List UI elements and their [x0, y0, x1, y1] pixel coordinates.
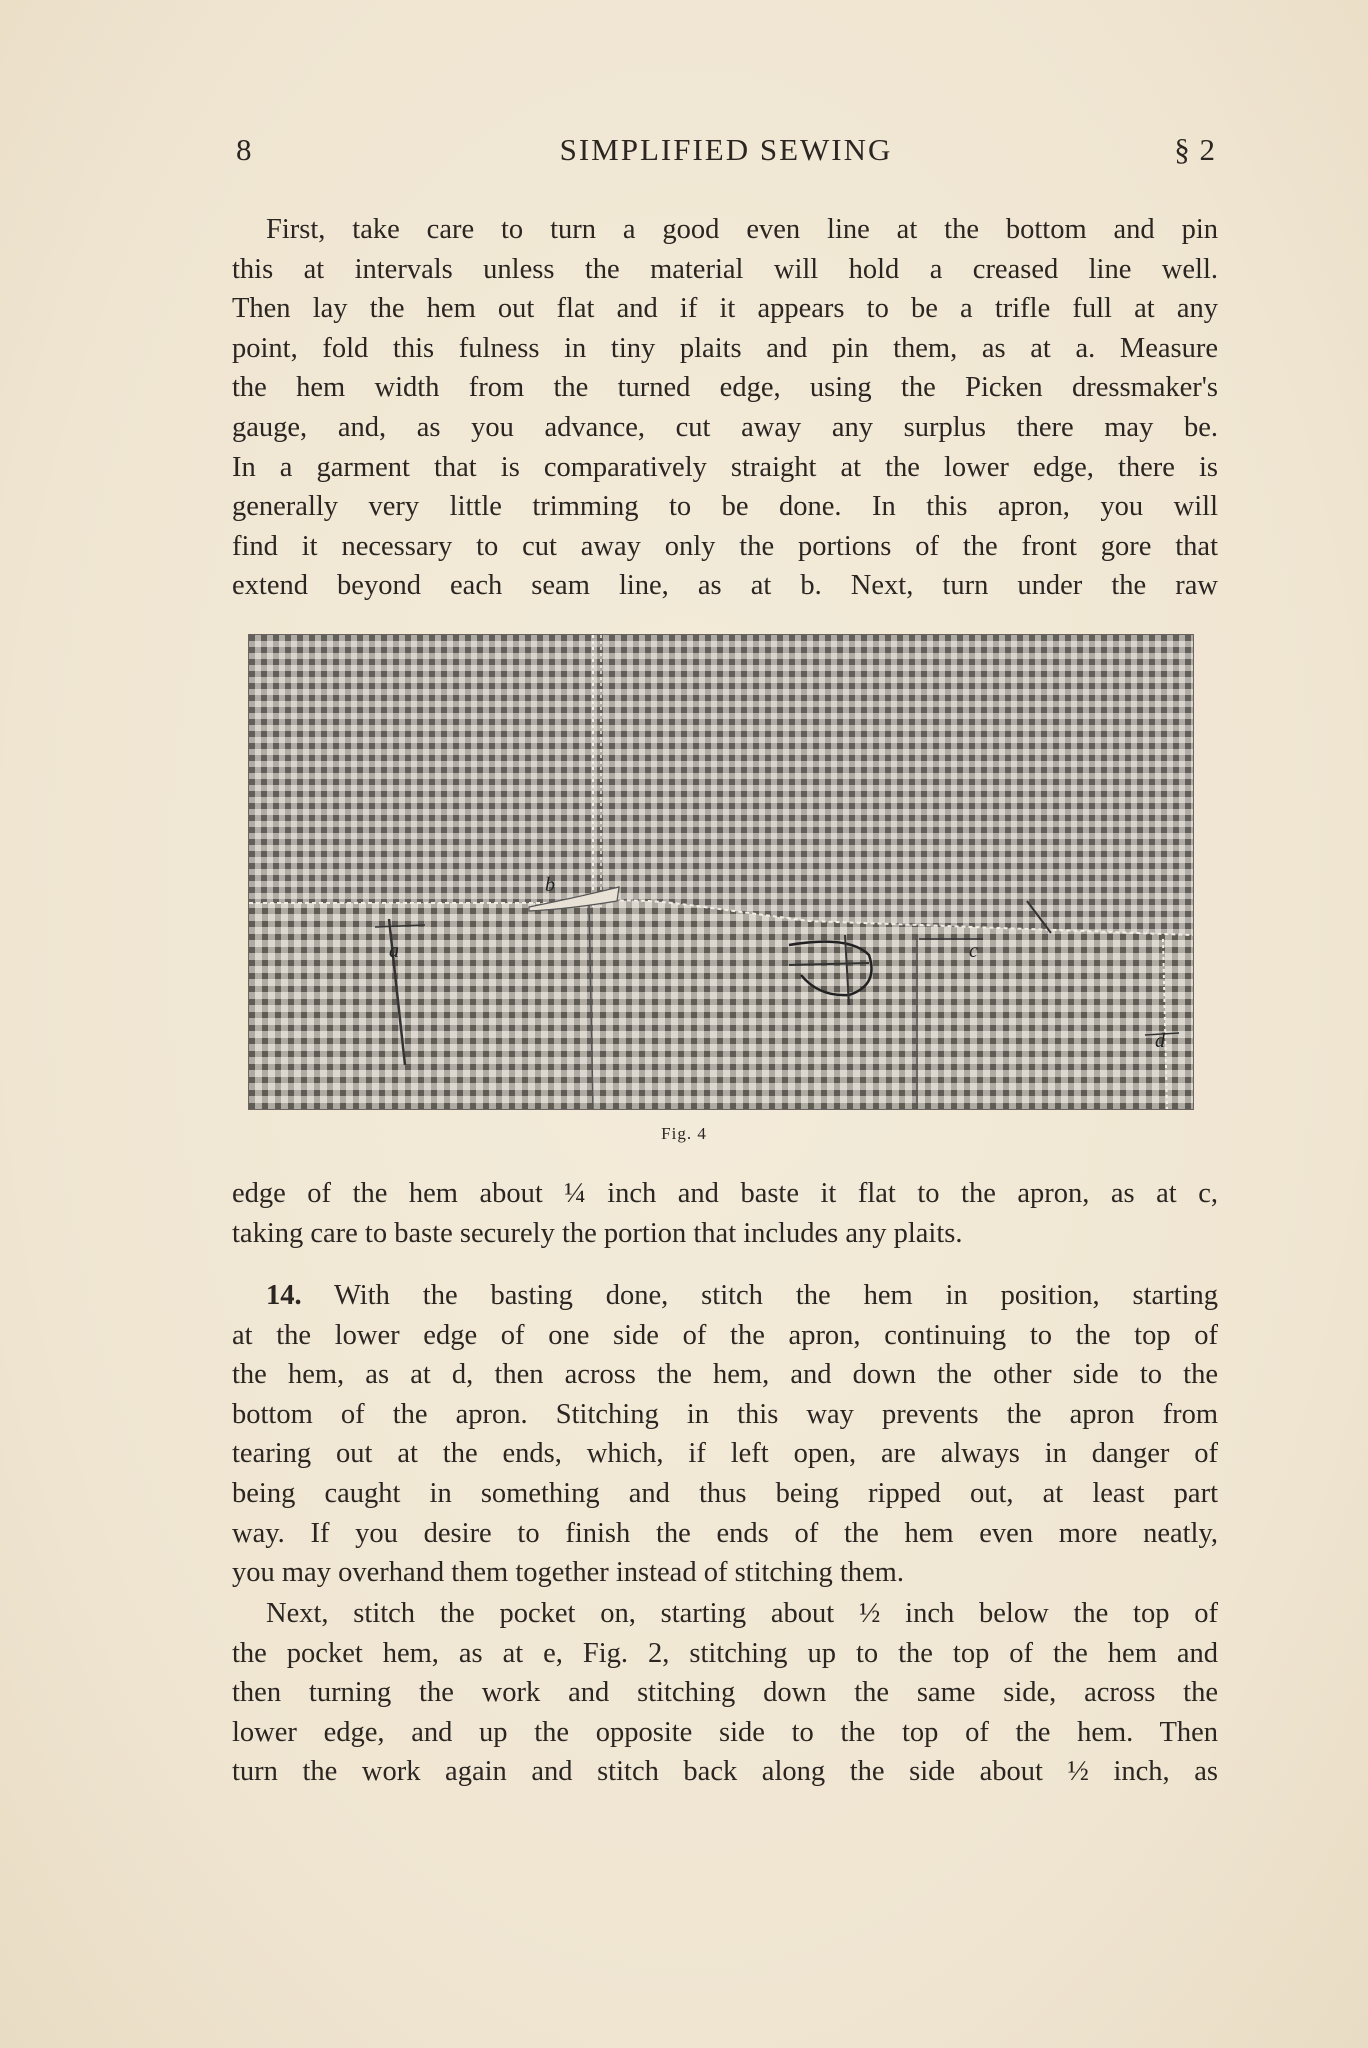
text-line: then turning the work and stitching down the same side, across the	[232, 1677, 1218, 1709]
running-header	[236, 132, 1216, 172]
text-line: find it necessary to cut away only the portions of the front gore that	[232, 530, 1218, 562]
text-line: taking care to baste securely the portion that includes any plaits.	[232, 1217, 963, 1249]
figure-caption: Fig. 4	[661, 1124, 707, 1143]
text-line: extend beyond each seam line, as at b. Next, turn under the raw	[232, 570, 1218, 602]
gingham-apron-figure	[248, 634, 1194, 1110]
text-line: this at intervals unless the material will hold a creased line well.	[232, 253, 1218, 285]
running-title: SIMPLIFIED SEWING	[559, 132, 893, 167]
text-line: edge of the hem about ¼ inch and baste it flat to the apron, as at c,	[232, 1178, 1218, 1209]
section-number: 14.	[266, 1280, 302, 1311]
text-line: turn the work again and stitch back along the side about ½ inch, as	[232, 1756, 1218, 1788]
paragraph-1	[232, 210, 1218, 606]
page-number: 8	[236, 132, 253, 167]
text-line: the hem, as at d, then across the hem, and down the other side to the	[232, 1359, 1218, 1391]
text-line: at the lower edge of one side of the apron, continuing to the top of	[232, 1319, 1218, 1351]
text-line: lower edge, and up the opposite side to the top of the hem. Then	[232, 1716, 1218, 1748]
text-line: being caught in something and thus being ripped out, at least part	[232, 1477, 1218, 1509]
figure-label-c: c	[969, 940, 978, 962]
text-line: In a garment that is comparatively straight at the lower edge, there is	[232, 451, 1218, 483]
section-mark: § 2	[1174, 132, 1216, 167]
text-line: the hem width from the turned edge, using the Picken dressmaker's	[232, 372, 1218, 404]
text-line: gauge, and, as you advance, cut away any surplus there may be.	[232, 411, 1218, 443]
text-line: the pocket hem, as at e, Fig. 2, stitching up to the top of the hem and	[232, 1637, 1218, 1669]
text-line: tearing out at the ends, which, if left open, are always in danger of	[232, 1438, 1218, 1470]
paragraph-3	[232, 1594, 1218, 1792]
section-14	[232, 1276, 1218, 1593]
text-line: you may overhand them together instead of stitching them.	[232, 1557, 904, 1589]
figure-label-d: d	[1155, 1030, 1165, 1052]
text-line: generally very little trimming to be done. In this apron, you will	[232, 491, 1218, 523]
text-line: way. If you desire to finish the ends of the hem even more neatly,	[232, 1517, 1218, 1549]
figure-label-a: a	[389, 940, 399, 962]
text-line: First, take care to turn a good even line at the bottom and pin	[266, 214, 1218, 245]
text-line: With the basting done, stitch the hem in position, starting	[334, 1280, 1218, 1311]
text-line: bottom of the apron. Stitching in this way prevents the apron from	[232, 1398, 1218, 1430]
text-line: point, fold this fulness in tiny plaits and pin them, as at a. Measure	[232, 332, 1218, 364]
section-14-first-line	[232, 1276, 1218, 1316]
text-line: Next, stitch the pocket on, starting about ½ inch below the top of	[266, 1598, 1218, 1629]
figure-label-b: b	[545, 874, 555, 896]
text-line: Then lay the hem out flat and if it appears to be a trifle full at any	[232, 293, 1218, 325]
paragraph-2	[232, 1174, 1218, 1253]
